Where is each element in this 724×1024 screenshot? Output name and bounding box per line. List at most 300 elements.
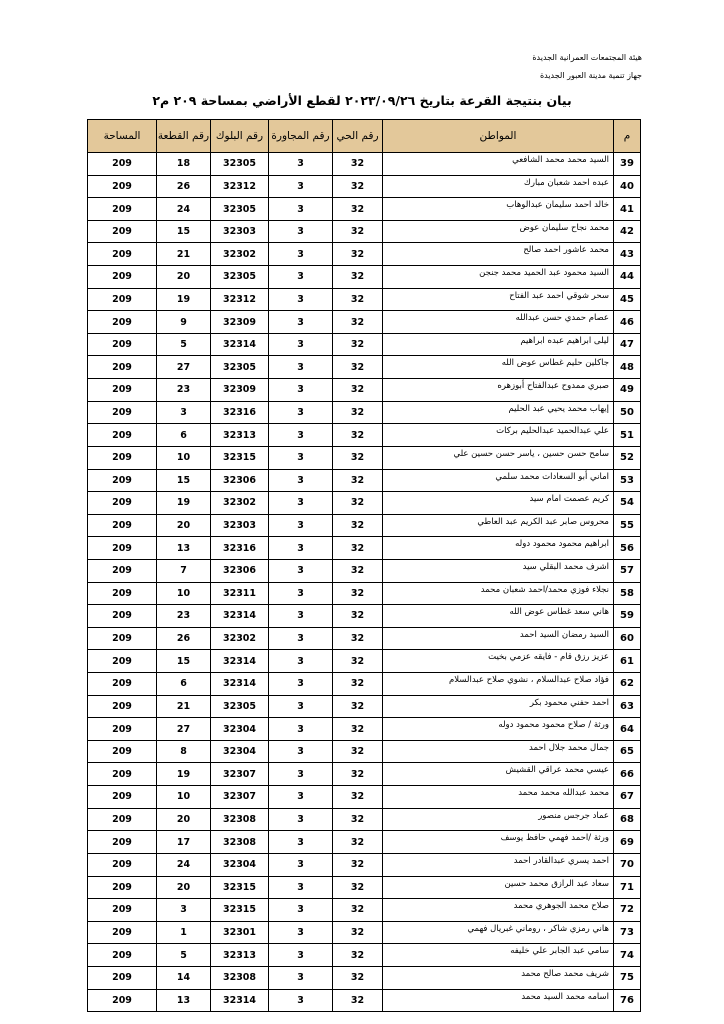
area-cell: 209 xyxy=(88,266,157,289)
plot-cell: 19 xyxy=(157,492,211,515)
plot-cell: 26 xyxy=(157,627,211,650)
column-header-area: المساحة xyxy=(88,120,157,153)
block-cell: 32311 xyxy=(211,582,269,605)
table-row xyxy=(88,876,641,899)
district-cell: 32 xyxy=(333,831,383,854)
table-row xyxy=(88,559,641,582)
neighborhood-cell: 3 xyxy=(269,673,333,696)
neighborhood-cell: 3 xyxy=(269,718,333,741)
neighborhood-cell: 3 xyxy=(269,605,333,628)
neighborhood-cell: 3 xyxy=(269,446,333,469)
citizen-name-cell xyxy=(383,605,614,628)
citizen-name-cell xyxy=(383,153,614,176)
district-cell: 32 xyxy=(333,605,383,628)
area-cell: 209 xyxy=(88,876,157,899)
block-cell: 32304 xyxy=(211,853,269,876)
district-cell: 32 xyxy=(333,311,383,334)
plot-cell: 21 xyxy=(157,243,211,266)
neighborhood-cell: 3 xyxy=(269,582,333,605)
block-cell: 32306 xyxy=(211,559,269,582)
area-cell: 209 xyxy=(88,627,157,650)
table-row xyxy=(88,175,641,198)
serial-cell: 60 xyxy=(614,627,641,650)
citizen-name-text: احمد يسري عبدالقادر احمد xyxy=(513,855,609,866)
district-cell: 32 xyxy=(333,559,383,582)
serial-cell: 66 xyxy=(614,763,641,786)
block-cell: 32305 xyxy=(211,695,269,718)
neighborhood-cell: 3 xyxy=(269,153,333,176)
serial-cell: 44 xyxy=(614,266,641,289)
serial-cell: 48 xyxy=(614,356,641,379)
serial-cell: 73 xyxy=(614,921,641,944)
citizen-name-text: جاكلين حليم غطاس عوض الله xyxy=(501,358,609,369)
citizen-name-cell xyxy=(383,537,614,560)
neighborhood-cell: 3 xyxy=(269,243,333,266)
neighborhood-cell: 3 xyxy=(269,356,333,379)
table-row xyxy=(88,333,641,356)
area-cell: 209 xyxy=(88,853,157,876)
serial-cell: 52 xyxy=(614,446,641,469)
citizen-name-text: عيسي محمد عراقي القشيش xyxy=(505,765,609,776)
serial-cell: 61 xyxy=(614,650,641,673)
serial-cell: 67 xyxy=(614,786,641,809)
district-cell: 32 xyxy=(333,627,383,650)
citizen-name-cell xyxy=(383,401,614,424)
citizen-name-text: احمد حفني محمود بكر xyxy=(529,697,609,708)
plot-cell: 24 xyxy=(157,853,211,876)
table-row xyxy=(88,537,641,560)
neighborhood-cell: 3 xyxy=(269,379,333,402)
table-row xyxy=(88,740,641,763)
table-row xyxy=(88,514,641,537)
citizen-name-cell xyxy=(383,763,614,786)
serial-cell: 76 xyxy=(614,989,641,1012)
citizen-name-text: عصام حمدي حسن عبدالله xyxy=(515,313,609,324)
plot-cell: 9 xyxy=(157,311,211,334)
table-row xyxy=(88,650,641,673)
citizen-name-cell xyxy=(383,333,614,356)
plot-cell: 18 xyxy=(157,153,211,176)
block-cell: 32303 xyxy=(211,514,269,537)
plot-cell: 24 xyxy=(157,198,211,221)
citizen-name-text: كريم عصمت امام سيد xyxy=(529,494,609,505)
block-cell: 32302 xyxy=(211,243,269,266)
plot-cell: 8 xyxy=(157,740,211,763)
serial-cell: 59 xyxy=(614,605,641,628)
area-cell: 209 xyxy=(88,695,157,718)
block-cell: 32304 xyxy=(211,718,269,741)
block-cell: 32314 xyxy=(211,673,269,696)
area-cell: 209 xyxy=(88,220,157,243)
table-row xyxy=(88,763,641,786)
serial-cell: 40 xyxy=(614,175,641,198)
citizen-name-text: سامح حسن حسين ، ياسر حسن حسين علي xyxy=(453,448,609,459)
district-cell: 32 xyxy=(333,243,383,266)
serial-cell: 42 xyxy=(614,220,641,243)
table-row xyxy=(88,831,641,854)
block-cell: 32315 xyxy=(211,876,269,899)
serial-cell: 55 xyxy=(614,514,641,537)
plot-cell: 20 xyxy=(157,876,211,899)
citizen-name-text: اماني أبو السعادات محمد سلمي xyxy=(495,471,609,482)
citizen-name-text: خالد احمد سليمان عبدالوهاب xyxy=(506,200,609,211)
citizen-name-cell xyxy=(383,740,614,763)
plot-cell: 17 xyxy=(157,831,211,854)
area-cell: 209 xyxy=(88,243,157,266)
plot-cell: 14 xyxy=(157,966,211,989)
citizen-name-text: محروس صابر عبد الكريم عبد العاطي xyxy=(477,516,609,527)
district-cell: 32 xyxy=(333,469,383,492)
area-cell: 209 xyxy=(88,492,157,515)
area-cell: 209 xyxy=(88,808,157,831)
plot-cell: 6 xyxy=(157,673,211,696)
table-row xyxy=(88,379,641,402)
table-row xyxy=(88,492,641,515)
citizen-name-text: عزيز رزق قام - فايقه عزمي بخيت xyxy=(488,652,609,663)
table-row xyxy=(88,944,641,967)
citizen-name-cell xyxy=(383,288,614,311)
citizen-name-text: السيد محمود عبد الحميد محمد جنجن xyxy=(479,268,609,279)
plot-cell: 21 xyxy=(157,695,211,718)
area-cell: 209 xyxy=(88,921,157,944)
block-cell: 32306 xyxy=(211,469,269,492)
area-cell: 209 xyxy=(88,944,157,967)
area-cell: 209 xyxy=(88,650,157,673)
block-cell: 32312 xyxy=(211,288,269,311)
page-title: بيان بنتيجة القرعة بتاريخ ٢٠٢٣/٠٩/٢٦ لقطع الأراضي بمساحة ٢٠٩ م٢ xyxy=(152,93,572,108)
serial-cell: 75 xyxy=(614,966,641,989)
table-row xyxy=(88,582,641,605)
area-cell: 209 xyxy=(88,763,157,786)
table-row xyxy=(88,288,641,311)
block-cell: 32305 xyxy=(211,266,269,289)
citizen-name-text: إيهاب محمد يحيي عبد الحليم xyxy=(508,403,609,414)
citizen-name-cell xyxy=(383,808,614,831)
area-cell: 209 xyxy=(88,831,157,854)
area-cell: 209 xyxy=(88,175,157,198)
table-row xyxy=(88,605,641,628)
plot-cell: 15 xyxy=(157,650,211,673)
citizen-name-cell xyxy=(383,989,614,1012)
neighborhood-cell: 3 xyxy=(269,220,333,243)
plot-cell: 6 xyxy=(157,424,211,447)
citizen-name-cell xyxy=(383,786,614,809)
citizen-name-cell xyxy=(383,944,614,967)
area-cell: 209 xyxy=(88,446,157,469)
citizen-name-text: صلاح محمد الجوهري محمد xyxy=(513,901,609,912)
table-row xyxy=(88,220,641,243)
plot-cell: 20 xyxy=(157,808,211,831)
plot-cell: 10 xyxy=(157,786,211,809)
citizen-name-text: السيد رمضان السيد احمد xyxy=(519,629,609,640)
neighborhood-cell: 3 xyxy=(269,288,333,311)
district-cell: 32 xyxy=(333,650,383,673)
area-cell: 209 xyxy=(88,537,157,560)
district-cell: 32 xyxy=(333,673,383,696)
serial-cell: 68 xyxy=(614,808,641,831)
serial-cell: 51 xyxy=(614,424,641,447)
table-row xyxy=(88,266,641,289)
plot-cell: 27 xyxy=(157,718,211,741)
block-cell: 32302 xyxy=(211,627,269,650)
district-cell: 32 xyxy=(333,492,383,515)
citizen-name-text: السيد محمد محمد الشافعي xyxy=(512,155,609,165)
plot-cell: 5 xyxy=(157,333,211,356)
serial-cell: 64 xyxy=(614,718,641,741)
table-row xyxy=(88,469,641,492)
table-row xyxy=(88,966,641,989)
block-cell: 32305 xyxy=(211,153,269,176)
area-cell: 209 xyxy=(88,333,157,356)
serial-cell: 71 xyxy=(614,876,641,899)
district-cell: 32 xyxy=(333,763,383,786)
plot-cell: 15 xyxy=(157,220,211,243)
area-cell: 209 xyxy=(88,514,157,537)
neighborhood-cell: 3 xyxy=(269,831,333,854)
district-cell: 32 xyxy=(333,401,383,424)
neighborhood-cell: 3 xyxy=(269,559,333,582)
block-cell: 32309 xyxy=(211,311,269,334)
plot-cell: 1 xyxy=(157,921,211,944)
district-cell: 32 xyxy=(333,921,383,944)
district-cell: 32 xyxy=(333,989,383,1012)
table-header-row xyxy=(88,120,641,153)
block-cell: 32308 xyxy=(211,831,269,854)
plot-cell: 15 xyxy=(157,469,211,492)
neighborhood-cell: 3 xyxy=(269,695,333,718)
citizen-name-text: ليلى ابراهيم عبده ابراهيم xyxy=(520,335,609,346)
serial-cell: 58 xyxy=(614,582,641,605)
district-cell: 32 xyxy=(333,175,383,198)
block-cell: 32303 xyxy=(211,220,269,243)
district-cell: 32 xyxy=(333,198,383,221)
citizen-name-cell xyxy=(383,831,614,854)
neighborhood-cell: 3 xyxy=(269,333,333,356)
district-cell: 32 xyxy=(333,876,383,899)
citizen-name-cell xyxy=(383,718,614,741)
table-row xyxy=(88,627,641,650)
citizen-name-cell xyxy=(383,469,614,492)
citizen-name-cell xyxy=(383,514,614,537)
area-cell: 209 xyxy=(88,786,157,809)
district-cell: 32 xyxy=(333,537,383,560)
column-header-block: رقم البلوك xyxy=(211,120,269,153)
table-row xyxy=(88,899,641,922)
plot-cell: 10 xyxy=(157,582,211,605)
citizen-name-cell xyxy=(383,198,614,221)
plot-cell: 7 xyxy=(157,559,211,582)
block-cell: 32301 xyxy=(211,921,269,944)
serial-cell: 56 xyxy=(614,537,641,560)
plot-cell: 19 xyxy=(157,763,211,786)
neighborhood-cell: 3 xyxy=(269,311,333,334)
block-cell: 32305 xyxy=(211,198,269,221)
area-cell: 209 xyxy=(88,401,157,424)
area-cell: 209 xyxy=(88,469,157,492)
column-header-serial: م xyxy=(614,120,641,153)
district-cell: 32 xyxy=(333,695,383,718)
block-cell: 32314 xyxy=(211,989,269,1012)
serial-cell: 46 xyxy=(614,311,641,334)
block-cell: 32307 xyxy=(211,763,269,786)
area-cell: 209 xyxy=(88,740,157,763)
citizen-name-cell xyxy=(383,446,614,469)
citizen-name-cell xyxy=(383,356,614,379)
plot-cell: 3 xyxy=(157,401,211,424)
citizen-name-cell xyxy=(383,582,614,605)
area-cell: 209 xyxy=(88,899,157,922)
neighborhood-cell: 3 xyxy=(269,537,333,560)
block-cell: 32316 xyxy=(211,401,269,424)
block-cell: 32312 xyxy=(211,175,269,198)
citizen-name-cell xyxy=(383,673,614,696)
serial-cell: 53 xyxy=(614,469,641,492)
serial-cell: 43 xyxy=(614,243,641,266)
citizen-name-text: شريف محمد صالح محمد xyxy=(521,968,609,979)
plot-cell: 27 xyxy=(157,356,211,379)
area-cell: 209 xyxy=(88,379,157,402)
block-cell: 32315 xyxy=(211,899,269,922)
block-cell: 32314 xyxy=(211,650,269,673)
block-cell: 32308 xyxy=(211,808,269,831)
citizen-name-text: سحر شوقي احمد عبد الفتاح xyxy=(509,290,609,301)
table-row xyxy=(88,853,641,876)
citizen-name-cell xyxy=(383,650,614,673)
table-row xyxy=(88,695,641,718)
district-cell: 32 xyxy=(333,356,383,379)
citizen-name-cell xyxy=(383,853,614,876)
citizen-name-text: سامي عبد الجابر علي خليفه xyxy=(510,946,609,957)
plot-cell: 23 xyxy=(157,605,211,628)
area-cell: 209 xyxy=(88,718,157,741)
plot-cell: 23 xyxy=(157,379,211,402)
district-cell: 32 xyxy=(333,718,383,741)
citizen-name-cell xyxy=(383,921,614,944)
citizen-name-text: ورثة / صلاح محمود محمود دوله xyxy=(498,720,609,731)
citizen-name-text: ابراهيم محمود محمود دوله xyxy=(515,539,609,550)
neighborhood-cell: 3 xyxy=(269,492,333,515)
table-row xyxy=(88,424,641,447)
citizen-name-text: اشرف محمد البقلي سيد xyxy=(522,561,609,572)
district-cell: 32 xyxy=(333,853,383,876)
district-cell: 32 xyxy=(333,899,383,922)
citizen-name-text: هاني رمزي شاكر ، روماني غبريال فهمي xyxy=(467,923,609,934)
area-cell: 209 xyxy=(88,288,157,311)
neighborhood-cell: 3 xyxy=(269,899,333,922)
district-cell: 32 xyxy=(333,786,383,809)
neighborhood-cell: 3 xyxy=(269,266,333,289)
table-row xyxy=(88,786,641,809)
lottery-results-table xyxy=(87,119,641,1012)
serial-cell: 65 xyxy=(614,740,641,763)
block-cell: 32302 xyxy=(211,492,269,515)
neighborhood-cell: 3 xyxy=(269,876,333,899)
neighborhood-cell: 3 xyxy=(269,740,333,763)
serial-cell: 74 xyxy=(614,944,641,967)
district-cell: 32 xyxy=(333,446,383,469)
citizen-name-cell xyxy=(383,220,614,243)
district-cell: 32 xyxy=(333,808,383,831)
citizen-name-cell xyxy=(383,492,614,515)
neighborhood-cell: 3 xyxy=(269,469,333,492)
neighborhood-cell: 3 xyxy=(269,966,333,989)
serial-cell: 50 xyxy=(614,401,641,424)
neighborhood-cell: 3 xyxy=(269,808,333,831)
serial-cell: 47 xyxy=(614,333,641,356)
district-cell: 32 xyxy=(333,582,383,605)
table-row xyxy=(88,921,641,944)
area-cell: 209 xyxy=(88,582,157,605)
area-cell: 209 xyxy=(88,198,157,221)
citizen-name-text: محمد نجاح سليمان عوض xyxy=(519,222,609,233)
serial-cell: 39 xyxy=(614,153,641,176)
serial-cell: 72 xyxy=(614,899,641,922)
table-row xyxy=(88,243,641,266)
district-cell: 32 xyxy=(333,944,383,967)
area-cell: 209 xyxy=(88,153,157,176)
area-cell: 209 xyxy=(88,989,157,1012)
neighborhood-cell: 3 xyxy=(269,627,333,650)
district-cell: 32 xyxy=(333,379,383,402)
neighborhood-cell: 3 xyxy=(269,763,333,786)
table-row xyxy=(88,989,641,1012)
district-cell: 32 xyxy=(333,333,383,356)
area-cell: 209 xyxy=(88,356,157,379)
block-cell: 32313 xyxy=(211,424,269,447)
district-cell: 32 xyxy=(333,153,383,176)
neighborhood-cell: 3 xyxy=(269,401,333,424)
citizen-name-text: اسامه محمد السيد محمد xyxy=(521,991,609,1002)
citizen-name-text: عماد جرجس منصور xyxy=(538,810,609,821)
neighborhood-cell: 3 xyxy=(269,944,333,967)
table-row xyxy=(88,356,641,379)
citizen-name-text: صبري ممدوح عبدالفتاح أبوزهره xyxy=(497,381,609,392)
citizen-name-cell xyxy=(383,379,614,402)
area-cell: 209 xyxy=(88,424,157,447)
column-header-district: رقم الحي xyxy=(333,120,383,153)
citizen-name-text: علي عبدالحميد عبدالحليم بركات xyxy=(496,426,609,437)
serial-cell: 41 xyxy=(614,198,641,221)
citizen-name-cell xyxy=(383,876,614,899)
block-cell: 32314 xyxy=(211,605,269,628)
citizen-name-text: محمد عاشور احمد صالح xyxy=(523,245,609,256)
serial-cell: 54 xyxy=(614,492,641,515)
serial-cell: 45 xyxy=(614,288,641,311)
district-cell: 32 xyxy=(333,740,383,763)
neighborhood-cell: 3 xyxy=(269,198,333,221)
district-cell: 32 xyxy=(333,514,383,537)
area-cell: 209 xyxy=(88,966,157,989)
table-row xyxy=(88,673,641,696)
citizen-name-cell xyxy=(383,966,614,989)
table-row xyxy=(88,311,641,334)
plot-cell: 19 xyxy=(157,288,211,311)
serial-cell: 49 xyxy=(614,379,641,402)
neighborhood-cell: 3 xyxy=(269,514,333,537)
agency-name: جهاز تنمية مدينة العبور الجديدة xyxy=(539,71,642,80)
neighborhood-cell: 3 xyxy=(269,650,333,673)
citizen-name-cell xyxy=(383,266,614,289)
serial-cell: 63 xyxy=(614,695,641,718)
table-row xyxy=(88,198,641,221)
serial-cell: 62 xyxy=(614,673,641,696)
district-cell: 32 xyxy=(333,220,383,243)
table-row xyxy=(88,808,641,831)
citizen-name-text: جمال محمد جلال احمد xyxy=(529,742,609,753)
neighborhood-cell: 3 xyxy=(269,853,333,876)
plot-cell: 10 xyxy=(157,446,211,469)
neighborhood-cell: 3 xyxy=(269,921,333,944)
